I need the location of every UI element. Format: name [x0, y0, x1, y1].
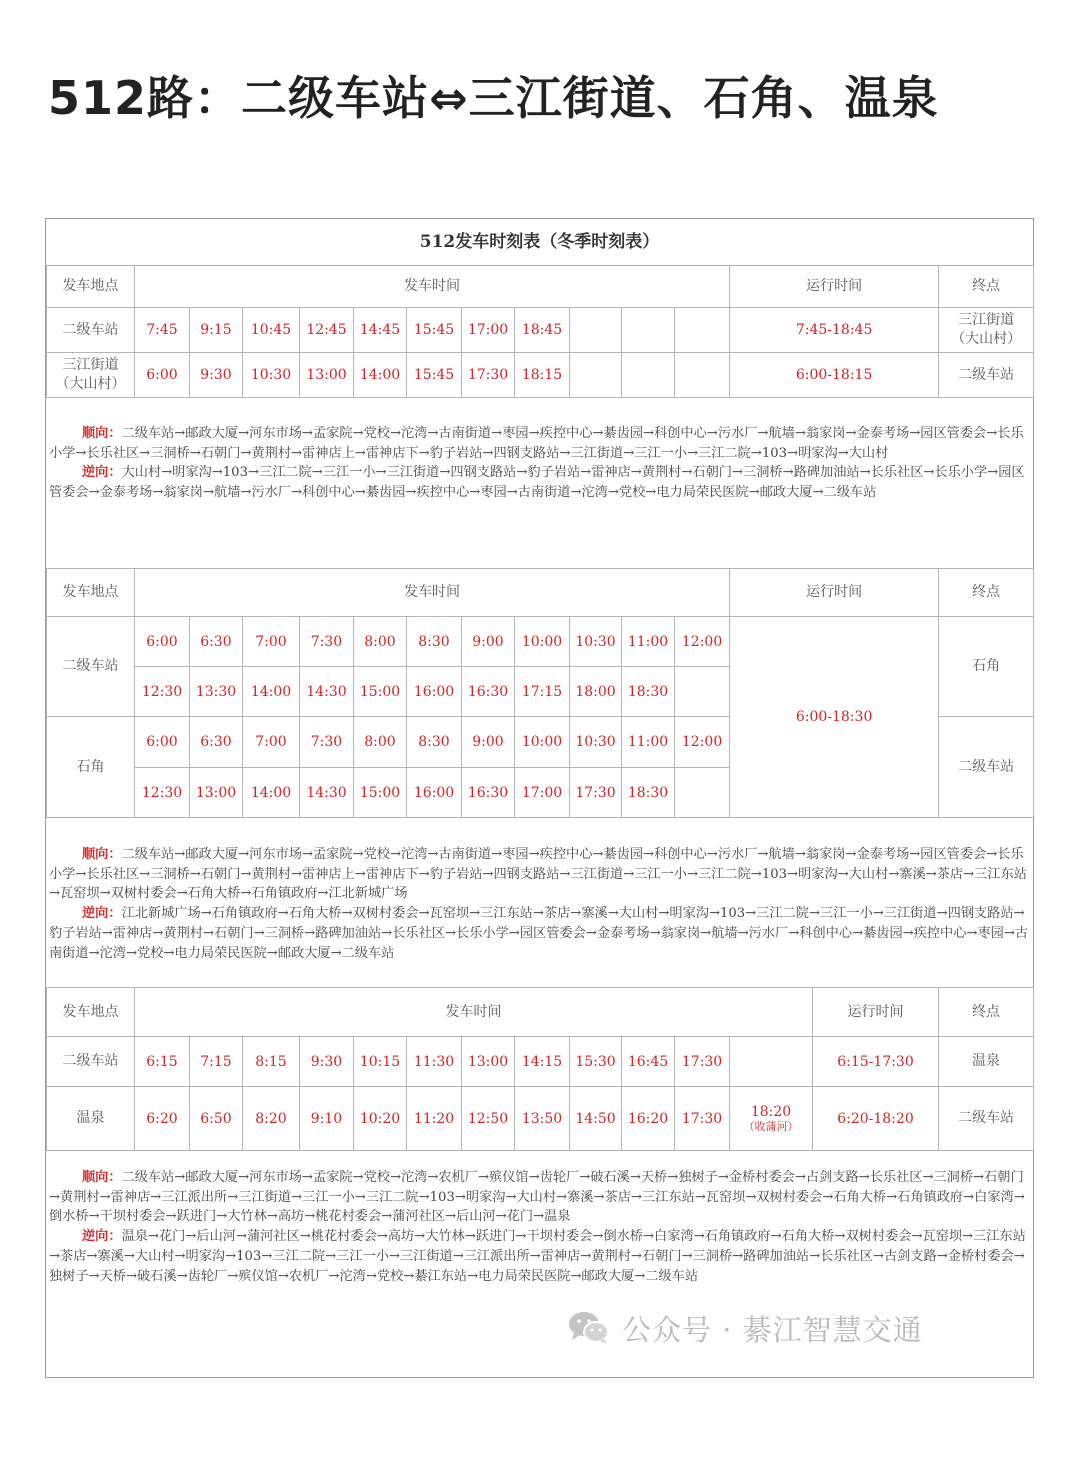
departure-time: 10:15	[354, 1037, 407, 1087]
departure-time: 17:30	[462, 353, 515, 398]
departure-time: 15:45	[407, 308, 462, 353]
departure-time: 8:00	[354, 717, 407, 768]
header-run-time: 运行时间	[813, 988, 939, 1037]
header-depart-time: 发车时间	[135, 266, 730, 308]
departure-time: 14:00	[354, 353, 407, 398]
departure-time: 16:30	[462, 768, 515, 818]
departure-time: 6:20	[135, 1087, 190, 1151]
reverse-label: 逆向：	[82, 465, 122, 481]
origin-cell: 石角	[47, 717, 135, 818]
header-run-time: 运行时间	[730, 266, 939, 308]
departure-time: 15:00	[354, 768, 407, 818]
departure-time: 13:30	[190, 667, 243, 717]
departure-time: 14:30	[300, 667, 354, 717]
departure-time: 7:30	[300, 617, 354, 667]
reverse-label: 逆向：	[82, 1229, 122, 1245]
departure-time: 7:15	[190, 1037, 243, 1087]
reverse-route: 大山村→明家沟→103→三江二院→三江一小→三江街道→四钢支路站→豹子岩站→雷神店→黄荆村→石朝门→三洞桥→路碑加油站→长乐社区→长乐小学→园区管委会→金泰考场→翁家岗→航墙→污水厂→科创中心→綦齿园→疾控中心→枣园→古南街道→沱湾→党校→电力局荣民医院→邮政大厦→二级车站	[49, 465, 1025, 501]
forward-route: 二级车站→邮政大厦→河东市场→孟家院→党校→沱湾→古南街道→枣园→疾控中心→綦齿园→科创中心→污水厂→航墙→翁家岗→金泰考场→园区管委会→长乐小学→长乐社区→三洞桥→石朝门→黄荆村→雷神店上→雷神店下→豹子岩站→四钢支路站→三江街道→三江一小→三江二院→103→明家沟→大山村→寨溪→茶店→三江东站→瓦窑坝→双树村委会→石角大桥→石角镇政府→江北新城广场	[49, 847, 1027, 902]
departure-time: 14:00	[243, 667, 300, 717]
departure-time: 18:15	[515, 353, 570, 398]
departure-time: 12:00	[675, 617, 730, 667]
departure-time: 16:00	[407, 768, 462, 818]
departure-time: 12:30	[135, 768, 190, 818]
empty-cell	[730, 1037, 813, 1087]
departure-time: 6:30	[190, 617, 243, 667]
departure-time: 9:00	[462, 617, 515, 667]
empty-cell	[570, 353, 622, 398]
destination-cell: 二级车站	[939, 717, 1034, 818]
origin-line: （大山村）	[55, 376, 126, 392]
forward-label: 顺向：	[82, 847, 122, 862]
forward-route: 二级车站→邮政大厦→河东市场→孟家院→党校→沱湾→古南街道→枣园→疾控中心→綦齿园→科创中心→污水厂→航墙→翁家岗→金泰考场→园区管委会→长乐小学→长乐社区→三洞桥→石朝门→黄荆村→雷神店上→雷神店下→豹子岩站→四钢支路站→三江街道→三江一小→三江二院→103→明家沟→大山村	[49, 426, 1024, 461]
watermark	[568, 1306, 923, 1350]
destination-line: 三江街道	[958, 312, 1015, 328]
departure-time: 9:15	[190, 308, 243, 353]
departure-time: 6:00	[135, 717, 190, 768]
departure-time: 17:15	[515, 667, 570, 717]
departure-time: 17:30	[570, 768, 622, 818]
departure-time: 7:30	[300, 717, 354, 768]
departure-time: 17:30	[675, 1037, 730, 1087]
departure-time: 10:00	[515, 617, 570, 667]
origin-line: 三江街道	[62, 357, 119, 373]
departure-time: 8:00	[354, 617, 407, 667]
empty-cell	[675, 667, 730, 717]
departure-note: （收蒲河）	[743, 1120, 799, 1133]
departure-time: 7:00	[243, 717, 300, 768]
schedule-table-wenquan	[46, 987, 1034, 1151]
departure-time: 9:30	[190, 353, 243, 398]
departure-time: 14:15	[515, 1037, 570, 1087]
departure-time: 18:00	[570, 667, 622, 717]
run-time-cell: 7:45-18:45	[730, 308, 939, 353]
run-time-cell: 6:00-18:15	[730, 353, 939, 398]
departure-time: 14:00	[243, 768, 300, 818]
departure-time: 16:45	[622, 1037, 675, 1087]
departure-time: 13:50	[515, 1087, 570, 1151]
departure-time: 18:20	[750, 1104, 792, 1120]
destination-cell	[939, 308, 1034, 353]
departure-time: 18:30	[622, 768, 675, 818]
empty-cell	[570, 308, 622, 353]
departure-time: 8:20	[243, 1087, 300, 1151]
departure-time: 7:00	[243, 617, 300, 667]
origin-cell	[47, 353, 135, 398]
departure-time: 6:00	[135, 617, 190, 667]
departure-time: 14:45	[354, 308, 407, 353]
departure-time: 6:50	[190, 1087, 243, 1151]
departure-time: 17:30	[675, 1087, 730, 1151]
departure-time: 10:20	[354, 1087, 407, 1151]
origin-cell: 温泉	[47, 1087, 135, 1151]
departure-time: 13:00	[462, 1037, 515, 1087]
timetable-caption: 512发车时刻表（冬季时刻表）	[46, 219, 1033, 266]
departure-time: 11:00	[622, 717, 675, 768]
departure-time: 8:30	[407, 717, 462, 768]
forward-route: 二级车站→邮政大厦→河东市场→孟家院→党校→沱湾→农机厂→殡仪馆→齿轮厂→破石溪→天桥→独树子→金桥村委会→占剑支路→长乐社区→三洞桥→石朝门→黄荆村→雷神店→三江派出所→三江街道→三江一小→三江二院→103→明家沟→大山村→寨溪→茶店→三江东站→瓦窑坝→双树村委会→石角大桥→石角镇政府→白家湾→倒水桥→干坝村委会→跃进门→大竹林→高坊→桃花村委会→蒲河社区→后山河→花门→温泉	[49, 1170, 1025, 1225]
run-time-cell: 6:00-18:30	[730, 617, 939, 818]
departure-time: 12:50	[462, 1087, 515, 1151]
departure-time: 17:00	[462, 308, 515, 353]
timetable-document	[45, 218, 1034, 1378]
departure-time: 18:45	[515, 308, 570, 353]
forward-label: 顺向：	[82, 426, 122, 441]
empty-cell	[675, 308, 730, 353]
departure-time: 11:20	[407, 1087, 462, 1151]
run-time-cell: 6:20-18:20	[813, 1087, 939, 1151]
departure-time: 9:30	[300, 1037, 354, 1087]
route-description-shijiao	[49, 845, 1031, 963]
origin-cell: 二级车站	[47, 1037, 135, 1087]
schedule-table-sanjiang	[46, 265, 1034, 398]
header-origin: 发车地点	[47, 266, 135, 308]
departure-time: 14:30	[300, 768, 354, 818]
header-destination: 终点	[939, 266, 1034, 308]
schedule-table-shijiao	[46, 568, 1034, 818]
departure-time: 12:45	[300, 308, 354, 353]
destination-cell: 温泉	[939, 1037, 1034, 1087]
departure-time: 13:00	[190, 768, 243, 818]
departure-time: 6:15	[135, 1037, 190, 1087]
departure-time: 18:30	[622, 667, 675, 717]
origin-cell: 二级车站	[47, 308, 135, 353]
departure-time-with-note	[730, 1087, 813, 1151]
watermark-text: 公众号 · 綦江智慧交通	[622, 1312, 923, 1347]
departure-time: 10:30	[243, 353, 300, 398]
wechat-icon	[568, 1310, 610, 1346]
departure-time: 10:30	[570, 717, 622, 768]
header-destination: 终点	[939, 569, 1034, 617]
departure-time: 11:00	[622, 617, 675, 667]
route-description-wenquan	[49, 1168, 1031, 1286]
header-depart-time: 发车时间	[135, 569, 730, 617]
departure-time: 10:45	[243, 308, 300, 353]
origin-cell: 二级车站	[47, 617, 135, 717]
departure-time: 10:00	[515, 717, 570, 768]
reverse-label: 逆向：	[82, 906, 122, 922]
empty-cell	[675, 768, 730, 818]
empty-cell	[622, 308, 675, 353]
header-origin: 发车地点	[47, 988, 135, 1037]
destination-cell: 石角	[939, 617, 1034, 717]
header-destination: 终点	[939, 988, 1034, 1037]
reverse-route: 温泉→花门→后山河→蒲河社区→桃花村委会→高坊→大竹林→跃进门→干坝村委会→倒水桥→白家湾→石角镇政府→石角大桥→双树村委会→瓦窑坝→三江东站→茶店→寨溪→大山村→明家沟→103→三江二院→三江一小→三江街道→三江派出所→雷神店→黄荆村→石朝门→三洞桥→路碑加油站→长乐社区→古剑支路→金桥村委会→独树子→天桥→破石溪→齿轮厂→殡仪馆→农机厂→沱湾→党校→綦江东站→电力局荣民医院→邮政大厦→二级车站	[49, 1229, 1026, 1284]
departure-time: 16:30	[462, 667, 515, 717]
route-description-sanjiang	[49, 424, 1031, 503]
departure-time: 8:30	[407, 617, 462, 667]
departure-time: 15:00	[354, 667, 407, 717]
departure-time: 9:10	[300, 1087, 354, 1151]
departure-time: 16:00	[407, 667, 462, 717]
header-depart-time: 发车时间	[135, 988, 813, 1037]
run-time-cell: 6:15-17:30	[813, 1037, 939, 1087]
departure-time: 15:30	[570, 1037, 622, 1087]
departure-time: 14:50	[570, 1087, 622, 1151]
departure-time: 12:00	[675, 717, 730, 768]
departure-time: 6:30	[190, 717, 243, 768]
departure-time: 15:45	[407, 353, 462, 398]
departure-time: 13:00	[300, 353, 354, 398]
destination-cell: 二级车站	[939, 353, 1034, 398]
destination-cell: 二级车站	[939, 1087, 1034, 1151]
header-run-time: 运行时间	[730, 569, 939, 617]
destination-line: （大山村）	[951, 331, 1022, 347]
empty-cell	[622, 353, 675, 398]
empty-cell	[675, 353, 730, 398]
departure-time: 10:30	[570, 617, 622, 667]
departure-time: 7:45	[135, 308, 190, 353]
forward-label: 顺向：	[82, 1170, 122, 1185]
reverse-route: 江北新城广场→石角镇政府→石角大桥→双树村委会→瓦窑坝→三江东站→茶店→寨溪→大山村→明家沟→103→三江二院→三江一小→三江街道→四钢支路站→豹子岩站→雷神店→黄荆村→石朝门→三洞桥→路碑加油站→长乐社区→长乐小学→园区管委会→金泰考场→翁家岗→航墙→污水厂→科创中心→綦齿园→疾控中心→枣园→古南街道→沱湾→党校→电力局荣民医院→邮政大厦→二级车站	[49, 906, 1029, 961]
departure-time: 16:20	[622, 1087, 675, 1151]
header-origin: 发车地点	[47, 569, 135, 617]
departure-time: 9:00	[462, 717, 515, 768]
departure-time: 8:15	[243, 1037, 300, 1087]
departure-time: 6:00	[135, 353, 190, 398]
departure-time: 12:30	[135, 667, 190, 717]
page-title: 512路：二级车站⇔三江街道、石角、温泉	[48, 71, 939, 125]
departure-time: 17:00	[515, 768, 570, 818]
departure-time: 11:30	[407, 1037, 462, 1087]
